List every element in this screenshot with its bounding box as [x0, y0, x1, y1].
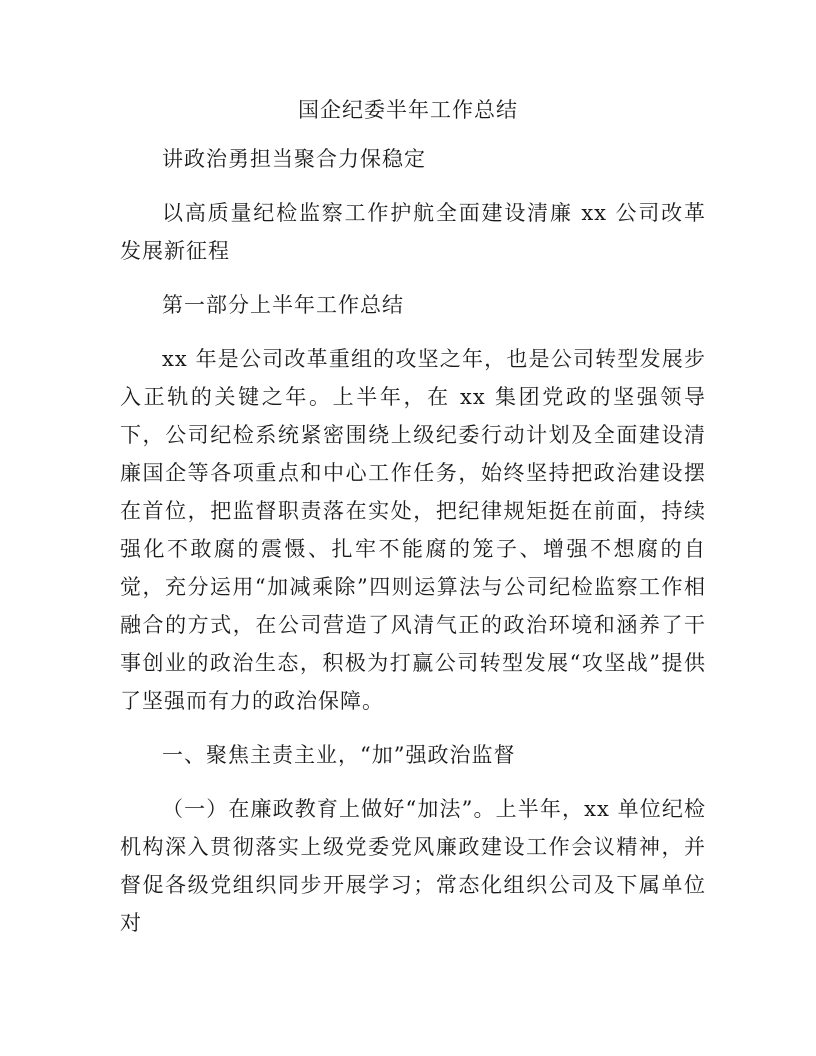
- education-paragraph: （一）在廉政教育上做好“加法”。上半年，xx 单位纪检机构深入贯彻落实上级党委党风廉政建设工作会议精神，并督促各级党组织同步开展学习；常态化组织公司及下属单位对: [120, 797, 706, 935]
- theme-paragraph: 以高质量纪检监察工作护航全面建设清廉 xx 公司改革发展新征程: [120, 201, 706, 263]
- subtitle-paragraph: 讲政治勇担当聚合力保稳定: [162, 147, 426, 171]
- summary-paragraph: xx 年是公司改革重组的攻坚之年，也是公司转型发展步入正轨的关键之年。上半年，在 xx 集团党政的坚强领导下，公司纪检系统紧密围绕上级纪委行动计划及全面建设清廉国企等各项重点和中心工作任务，始终坚持把政治建设摆在首位，把监督职责落在实处，把纪律规矩挺在前面，持续强化不敢腐的震慑、扎牢不能腐的笼子、增强不想腐的自觉，充分运用“加减乘除”四则运算法与公司纪检监察工作相融合的方式，在公司营造了风清气正的政治环境和涵养了干事创业的政治生态，积极为打赢公司转型发展“攻坚战”提供了坚强而有力的政治保障。: [120, 347, 706, 713]
- document-body: [120, 140, 706, 956]
- section-heading: 第一部分上半年工作总结: [162, 293, 404, 317]
- document-title: 国企纪委半年工作总结: [298, 98, 518, 122]
- subsection-heading: 一、聚焦主责主业，“加”强政治监督: [162, 743, 516, 767]
